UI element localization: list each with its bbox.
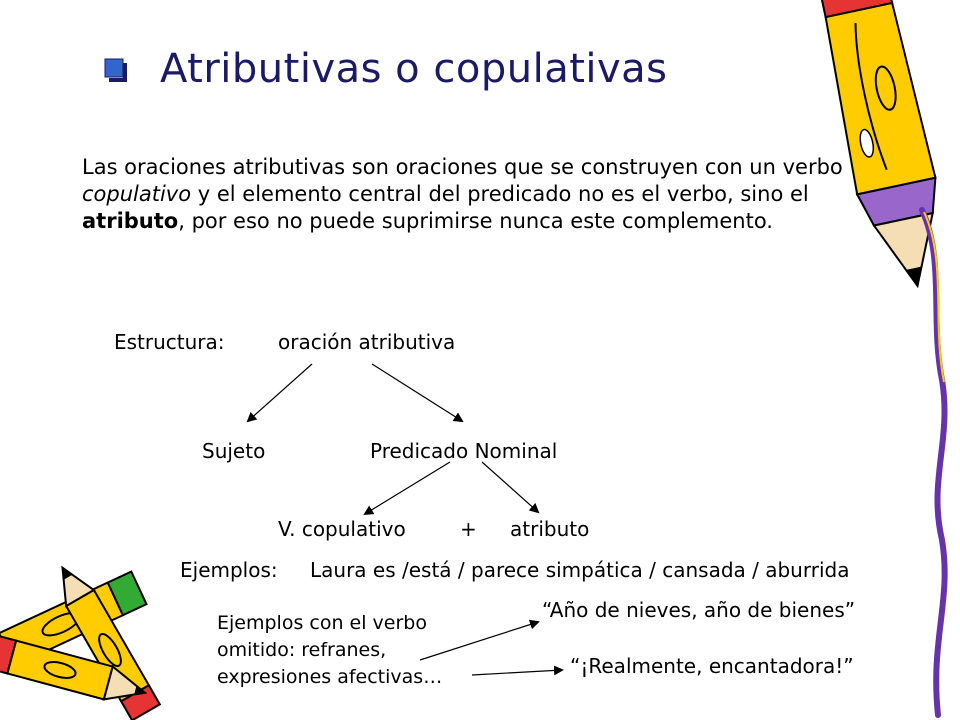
exclamacion-example: “¡Realmente, encantadora!” — [570, 654, 854, 678]
tree-sujeto-node: Sujeto — [202, 439, 266, 463]
tree-verbo-node: V. copulativo — [278, 517, 406, 541]
arrow-root-to-predicado — [372, 364, 462, 421]
ejemplos-label: Ejemplos: — [180, 558, 278, 582]
omitido-line-1: Ejemplos con el verbo — [217, 612, 427, 634]
ejemplos-text: Laura es /está / parece simpática / cansada / aburrida — [310, 558, 850, 582]
arrow-to-exclamacion — [472, 670, 562, 675]
pencil-stroke-decoration — [922, 210, 945, 715]
refran-example: “Año de nieves, año de bienes” — [542, 598, 856, 622]
intro-italic-term: copulativo — [82, 182, 192, 206]
omitido-line-2: omitido: refranes, — [217, 639, 387, 661]
slide-title: Atributivas o copulativas — [160, 46, 668, 92]
estructura-label: Estructura: — [114, 330, 225, 354]
arrow-predicado-to-atributo — [482, 462, 538, 512]
arrow-root-to-sujeto — [248, 364, 312, 421]
intro-bold-term: atributo — [82, 209, 179, 233]
tree-plus-sign: + — [460, 517, 477, 541]
arrow-to-refran — [420, 622, 538, 660]
arrow-predicado-to-verbo — [365, 462, 450, 514]
intro-text-3: , por eso no puede suprimirse nunca este complemento. — [178, 209, 773, 233]
pencil-group-icon — [0, 560, 160, 720]
intro-text-1: Las oraciones atributivas son oraciones que se construyen con un verbo — [82, 155, 843, 179]
omitido-line-3: expresiones afectivas… — [217, 666, 443, 688]
tree-root-node: oración atributiva — [278, 330, 456, 354]
tree-predicado-node: Predicado Nominal — [370, 439, 558, 463]
tree-atributo-node: atributo — [510, 517, 590, 541]
intro-text-2: y el elemento central del predicado no es el verbo, sino el — [191, 182, 809, 206]
